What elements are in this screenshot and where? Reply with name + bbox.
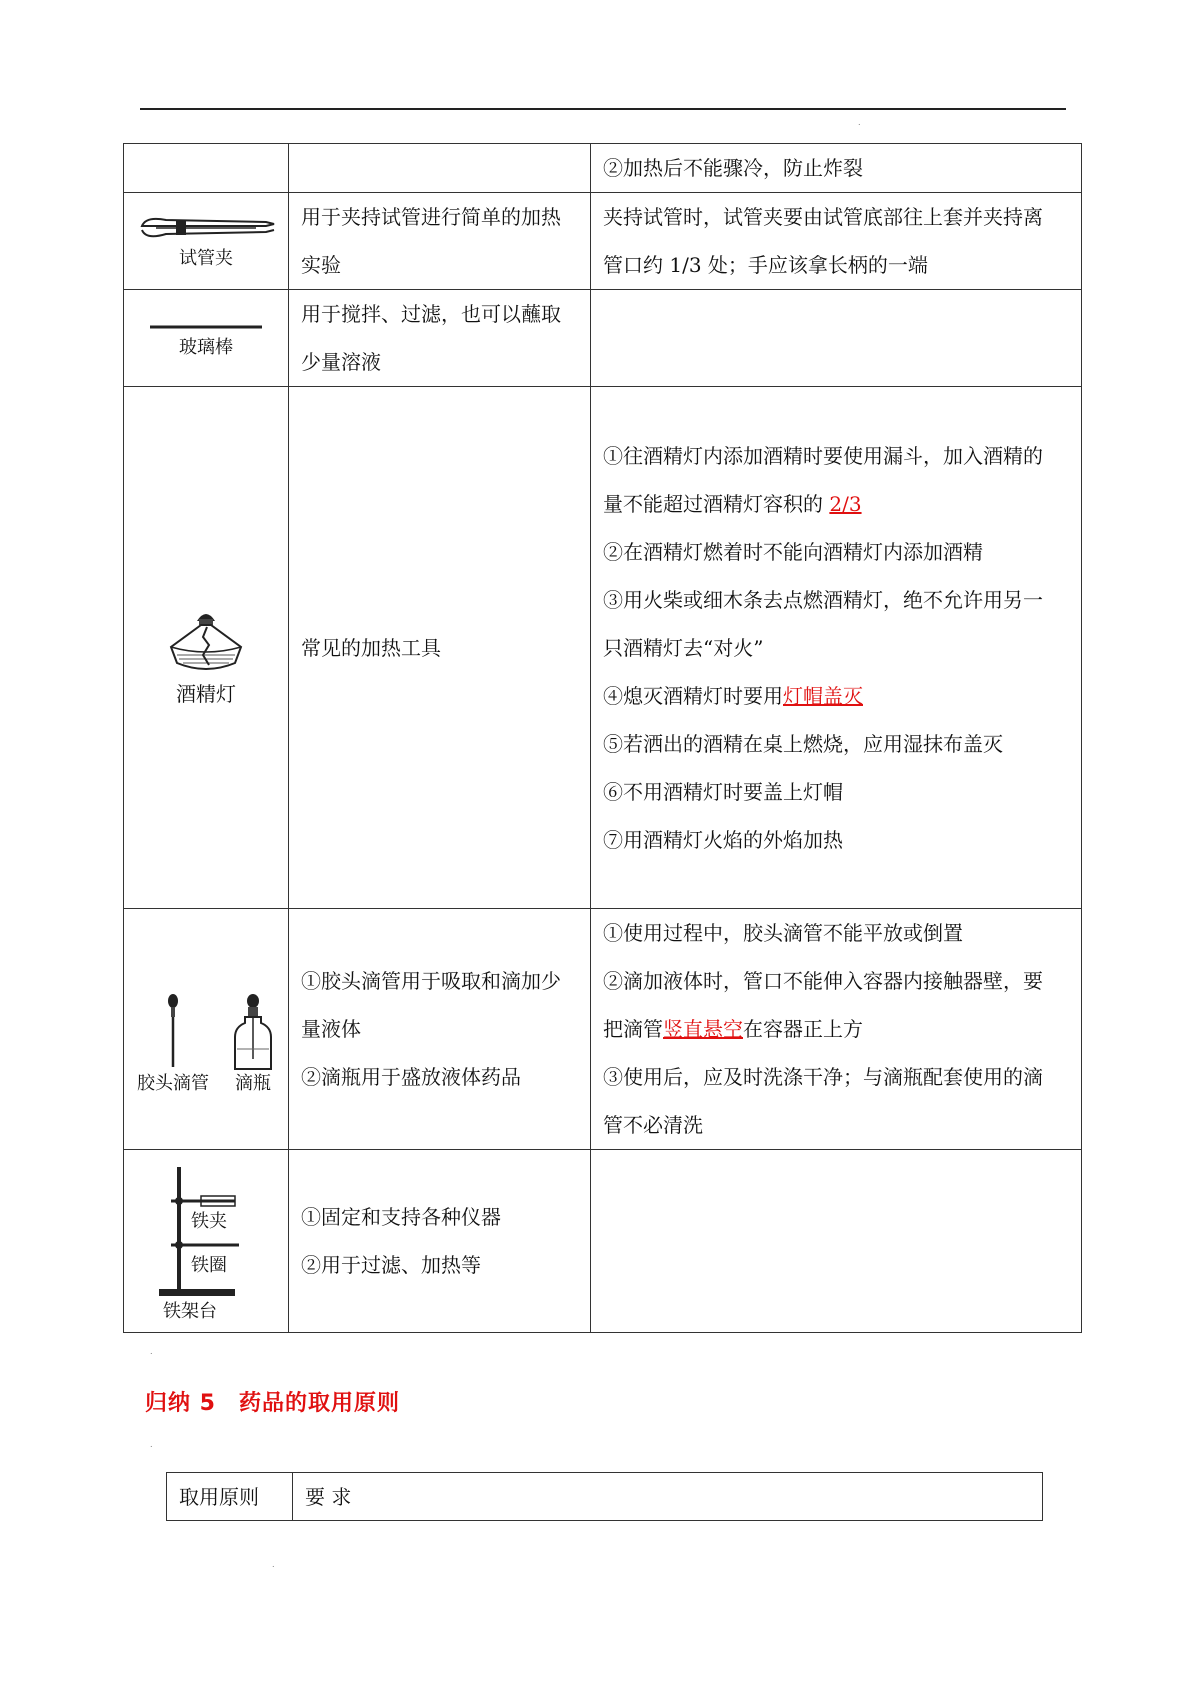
note-line [603,672,1069,720]
note-text: 管口约 1/3 处；手应该拿长柄的一端 [603,253,928,277]
section-heading: 归纳 5 药品的取用原则 [145,1391,400,1416]
image-cell [124,144,289,193]
notes-cell [591,144,1082,193]
image-caption: 酒精灯 [176,681,236,706]
note-text: 把滴管 [603,1017,663,1041]
image-caption: 玻璃棒 [179,337,233,358]
image-caption: 滴瓶 [235,1073,271,1094]
note-text: ④熄灭酒精灯时要用 [603,683,783,708]
highlighted-term: 竖直悬空 [663,1017,743,1041]
use-cell [289,193,591,290]
note-text: ②在酒精灯燃着时不能向酒精灯内添加酒精 [603,539,983,564]
use-line: ②用于过滤、加热等 [301,1253,481,1277]
use-line: ①胶头滴管用于吸取和滴加少 [301,969,561,993]
apparatus-table [123,143,1082,1333]
highlighted-term: 2/3 [829,491,862,516]
note-text: 夹持试管时，试管夹要由试管底部往上套并夹持离 [603,205,1043,229]
note-text: 在容器正上方 [743,1017,863,1041]
note-line [603,1005,1069,1053]
note-text: ⑤若洒出的酒精在桌上燃烧，应用湿抹布盖灭 [603,731,1003,756]
table-row [124,290,1082,387]
note-line [603,480,1069,528]
speck: . [272,1560,275,1569]
use-cell [289,387,591,909]
glass-rod-icon [146,317,266,337]
notes-cell [591,193,1082,290]
use-line: 常见的加热工具 [301,635,441,660]
use-line: 少量溶液 [301,350,381,374]
use-cell [289,290,591,387]
use-cell [289,144,591,193]
table-row [124,144,1082,193]
use-line: 实验 [301,253,341,277]
note-line [603,957,1069,1005]
speck: . [150,1440,153,1449]
principle-header: 取用原则 [167,1473,293,1521]
note-line [603,909,1069,957]
note-line [603,432,1069,480]
image-caption: 铁架台 [163,1301,217,1322]
note-text: ②滴加液体时，管口不能伸入容器内接触器壁，要 [603,969,1043,993]
notes-cell [591,1150,1082,1333]
note-text: 只酒精灯去“对火” [603,635,764,660]
table-row [124,909,1082,1150]
note-text: 管不必清洗 [603,1113,703,1137]
notes-cell [591,387,1082,909]
image-cell [124,909,289,1150]
note-line [603,1101,1069,1149]
image-caption: 胶头滴管 [137,1073,209,1094]
use-cell [289,909,591,1150]
note-text: ⑦用酒精灯火焰的外焰加热 [603,827,843,852]
note-line [603,576,1069,624]
header-rule [140,108,1066,110]
note-line [603,241,1069,289]
note-text: ③使用后，应及时洗涤干净；与滴瓶配套使用的滴 [603,1065,1043,1089]
highlighted-term: 灯帽盖灭 [783,683,863,708]
note-text: ③用火柴或细木条去点燃酒精灯，绝不允许用另一 [603,587,1043,612]
test-tube-holder-icon [136,212,276,248]
note-text: ②加热后不能骤冷，防止炸裂 [603,156,863,180]
image-cell [124,387,289,909]
alcohol-lamp-icon [161,603,251,683]
table-row [124,387,1082,909]
use-line: 用于夹持试管进行简单的加热 [301,205,561,229]
table-row [167,1473,1043,1521]
table-row [124,193,1082,290]
note-line [603,624,1069,672]
note-text: ⑥不用酒精灯时要盖上灯帽 [603,779,843,804]
iron-ring-label: 铁圈 [191,1255,227,1276]
dropping-bottle-icon [231,993,275,1073]
notes-cell [591,290,1082,387]
use-cell [289,1150,591,1333]
use-line: ②滴瓶用于盛放液体药品 [301,1065,521,1089]
table-row [124,1150,1082,1333]
note-line [603,193,1069,241]
note-line [603,720,1069,768]
use-line: 量液体 [301,1017,361,1041]
note-line [603,768,1069,816]
image-caption: 试管夹 [179,248,233,269]
note-line [603,816,1069,864]
notes-cell [591,909,1082,1150]
image-cell [124,290,289,387]
requirement-header: 要 求 [293,1473,1043,1521]
note-text: ①往酒精灯内添加酒精时要使用漏斗，加入酒精的 [603,443,1043,468]
image-cell [124,1150,289,1333]
iron-clamp-label: 铁夹 [191,1211,227,1232]
image-cell [124,193,289,290]
speck: . [858,118,861,127]
use-line: ①固定和支持各种仪器 [301,1205,501,1229]
note-text: ①使用过程中，胶头滴管不能平放或倒置 [603,921,963,945]
principles-table [166,1472,1043,1521]
note-line [603,144,1069,192]
speck: . [150,1347,153,1356]
note-text: 量不能超过酒精灯容积的 [603,491,830,516]
dropper-icon [161,993,185,1073]
use-line: 用于搅拌、过滤，也可以蘸取 [301,302,561,326]
note-line [603,528,1069,576]
note-line [603,1053,1069,1101]
